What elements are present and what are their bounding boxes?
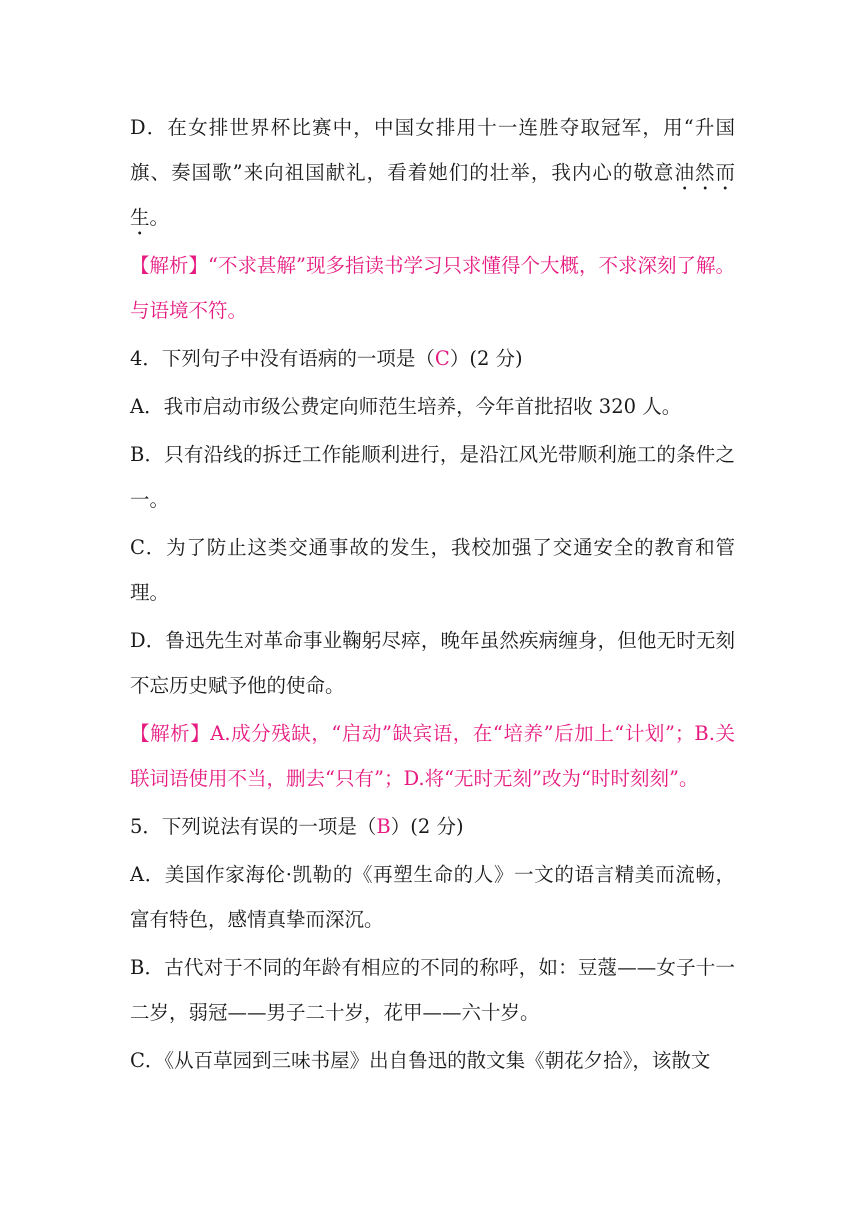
q4-option-d: D．鲁迅先生对革命事业鞠躬尽瘁，晚年虽然疾病缠身，但他无时无刻不忘历史赋予他的使命。 xyxy=(130,629,735,697)
q5-option-a: A．美国作家海伦·凯勒的《再塑生命的人》一文的语言精美而流畅，富有特色，感情真挚而深沉。 xyxy=(130,863,735,931)
q5-stem-prefix: 5．下列说法有误的一项是（ xyxy=(130,815,377,838)
q4-option-a: A．我市启动市级公费定向师范生培养，今年首批招收 320 人。 xyxy=(130,395,682,418)
q3-option-d xyxy=(130,105,735,240)
q4-option-c: C．为了防止这类交通事故的发生，我校加强了交通安全的教育和管理。 xyxy=(130,536,735,604)
q4-analysis: 【解析】A.成分残缺，“启动”缺宾语，在“培养”后加上“计划”；B.关联词语使用不当，删去“只有”；D.将“无时无刻”改为“时时刻刻”。 xyxy=(130,722,735,790)
q5-option-c: C．《从百草园到三味书屋》出自鲁迅的散文集《朝花夕拾》，该散文 xyxy=(130,1049,711,1072)
q4-stem-suffix: ）(2 分) xyxy=(449,347,523,370)
q5-option-b: B．古代对于不同的年龄有相应的不同的称呼，如：豆蔻——女子十一二岁，弱冠——男子二十岁，花甲——六十岁。 xyxy=(130,956,735,1024)
q3-option-d-end: 。 xyxy=(149,206,170,229)
q4-stem-prefix: 4．下列句子中没有语病的一项是（ xyxy=(130,347,435,370)
q4-stem xyxy=(130,336,735,381)
q5-answer: B xyxy=(376,815,391,838)
document-page xyxy=(130,105,735,1086)
q3-analysis: 【解析】“不求甚解”现多指读书学习只求懂得个大概，不求深刻了解。与语境不符。 xyxy=(130,254,735,322)
q3-option-d-text: D．在女排世界杯比赛中，中国女排用十一连胜夺取冠军，用“升国旗、奏国歌”来向祖国献礼，看着她们的壮举，我内心的敬意 xyxy=(130,116,735,184)
q3-option-d-emphasis: 油然而生 xyxy=(130,161,735,229)
q5-stem xyxy=(130,804,735,849)
q4-answer: C xyxy=(434,347,450,370)
q4-option-b: B．只有沿线的拆迁工作能顺利进行，是沿江风光带顺利施工的条件之一。 xyxy=(130,443,735,511)
q5-stem-suffix: ）(2 分) xyxy=(390,815,464,838)
